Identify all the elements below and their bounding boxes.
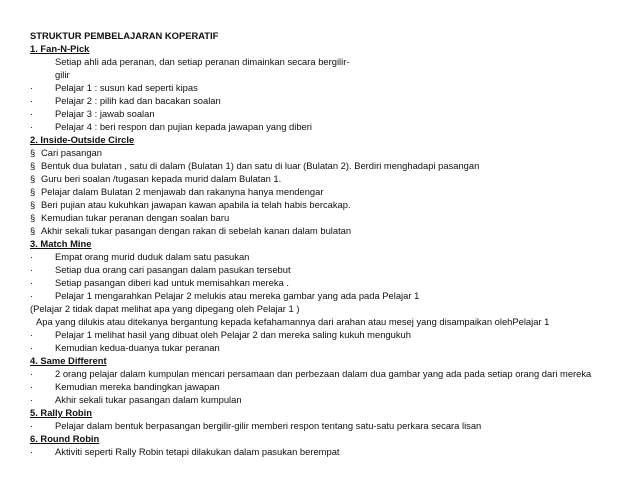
bullet-marker: § [30,212,36,223]
bullet-marker: · [30,251,34,262]
bullet-marker: · [30,394,34,405]
bullet-marker: § [30,199,36,210]
section-heading-match-mine: 3. Match Mine [30,238,92,249]
bullet-marker: § [30,147,36,158]
bullet-marker: · [30,381,34,392]
bullet-marker: § [30,186,36,197]
document-page: STRUKTUR PEMBELAJARAN KOPERATIF 1. Fan-N-Pick Setiap ahli ada peranan, dan setiap peranan dimainkan secara bergilir- gilir · Pelajar 1 : susun kad seperti kipas · Pelajar 2 : pilih kad dan bacakan soalan · Pelajar 3 : jawab soalan · Pelajar 4 : beri respon dan pujian kepada jawapan yang diberi 2. Inside-Outside Circle § Cari pasangan § Bentuk dua bulatan , satu di dalam (Bulatan 1) dan satu di luar (Bulatan 2). Berdiri menghadapi pasangan § Guru beri soalan /tugasan kepada murid dalam Bulatan 1. § Pelajar dalam Bulatan 2 menjawab dan rakanyna hanya mendengar § Beri pujian atau kukuhkan jawapan kawan apabila ia telah habis bercakap. § Kemudian tukar peranan dengan soalan baru § Akhir sekali tukar pasangan dengan rakan di sebelah kanan dalam bulatan 3. Match Mine · Empat orang murid duduk dalam satu pasukan · Setiap dua orang cari pasangan dalam pasukan tersebut · Setiap pasangan diberi kad untuk memisahkan mereka . · Pelajar 1 mengarahkan Pelajar 2 melukis atau mereka gambar yang ada pada Pelajar 1 (Pelajar 2 tidak dapat melihat apa yang dipegang oleh Pelajar 1 ) Apa yang dilukis atau ditekanya bergantung kepada kefahamannya dari arahan atau mesej yang disampaikan olehPelajar 1 · Pelajar 1 melihat hasil yang dibuat oleh Pelajar 2 dan mereka saling kukuh mengukuh · Kemudian kedua-duanya tukar peranan 4. Same Different · 2 orang pelajar dalam kumpulan mencari persamaan dan perbezaan dalam dua gambar yang ada pada setiap orang dari mereka · Kemudian mereka bandingkan jawapan · Akhir sekali tukar pasangan dalam kumpulan 5. Rally Robin · Pelajar dalam bentuk berpasangan bergilir-gilir memberi respon tentang satu-satu perkara secara lisan 6. Round Robin · Aktiviti seperti Rally Robin tetapi dilakukan dalam pasukan berempat [30,30,592,457]
document-title: STRUKTUR PEMBELAJARAN KOPERATIF [30,30,219,41]
bullet-marker: · [30,329,34,340]
bullet-marker: § [30,160,36,171]
bullet-marker: · [30,121,34,132]
bullet-marker: · [30,368,34,379]
bullet-marker: · [30,290,34,301]
bullet-marker: · [30,95,34,106]
bullet-marker: · [30,342,34,353]
bullet-marker: § [30,225,36,236]
bullet-marker: · [30,108,34,119]
section-heading-same-different: 4. Same Different [30,355,107,366]
bullet-marker: · [30,264,34,275]
section-heading-round-robin: 6. Round Robin [30,433,100,444]
section-heading-rally-robin: 5. Rally Robin [30,407,92,418]
bullet-marker: · [30,82,34,93]
bullet-marker: § [30,173,36,184]
section-heading-inside-outside-circle: 2. Inside-Outside Circle [30,134,135,145]
bullet-marker: · [30,420,34,431]
bullet-marker: · [30,277,34,288]
bullet-marker: · [30,446,34,457]
section-heading-fan-n-pick: 1. Fan-N-Pick [30,43,90,54]
